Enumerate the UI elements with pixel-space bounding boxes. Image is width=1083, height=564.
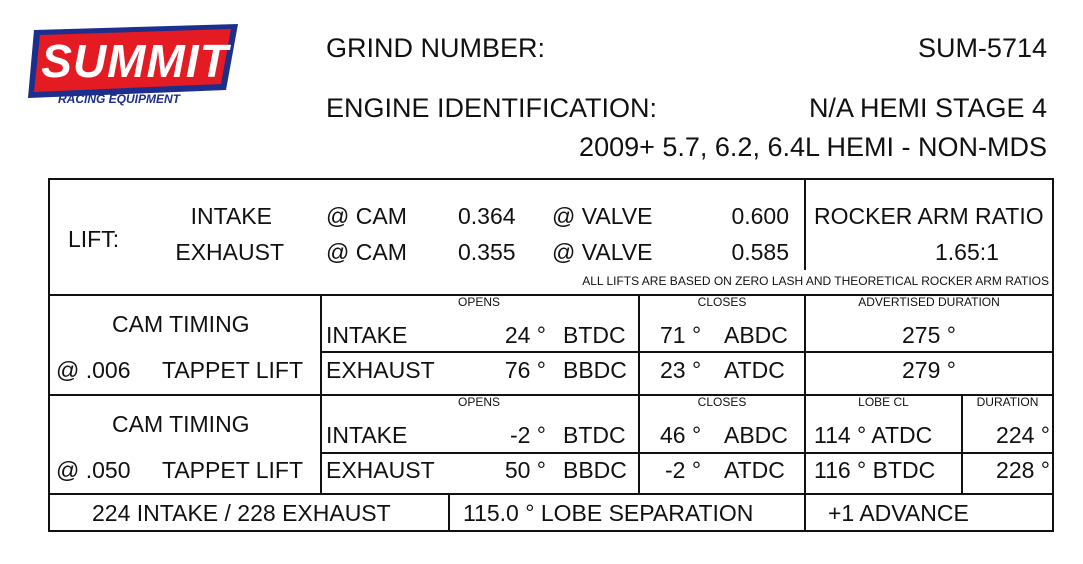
timing-006-intake-label: INTAKE: [326, 322, 408, 348]
intake-cam-label: @ CAM: [326, 203, 407, 229]
intake-cam-value: 0.364: [458, 203, 516, 229]
timing-050-intake-close-ref: ABDC: [724, 422, 788, 448]
timing-050-at: @ .050: [56, 457, 131, 483]
intake-valve-value: 0.600: [731, 203, 789, 229]
timing-006-title: CAM TIMING: [112, 311, 250, 337]
grind-number-label: GRIND NUMBER:: [326, 33, 546, 63]
timing-050-duration-header: DURATION: [976, 395, 1039, 409]
timing-050-exhaust-lobe: 116 ° BTDC: [814, 457, 936, 483]
timing-050-intake-open-ref: BTDC: [563, 422, 626, 448]
logo-tagline: RACING EQUIPMENT: [58, 92, 181, 106]
timing-050-intake-duration: 224 °: [996, 422, 1050, 448]
summit-logo: [26, 20, 244, 112]
timing-050-intake-close: 46 °: [660, 422, 702, 448]
timing-006-intake-close-ref: ABDC: [724, 322, 788, 348]
timing-050-closes-header: CLOSES: [697, 395, 747, 409]
grind-number-value: SUM-5714: [917, 33, 1047, 63]
timing-050-exhaust-close-ref: ATDC: [724, 457, 785, 483]
exhaust-valve-value: 0.585: [731, 239, 789, 265]
timing-050-tappet: TAPPET LIFT: [162, 457, 304, 483]
timing-006-exhaust-close: 23 °: [660, 357, 702, 383]
lift-exhaust-label: EXHAUST: [175, 239, 284, 265]
lift-label: LIFT:: [68, 226, 120, 252]
timing-006-at: @ .006: [56, 357, 131, 383]
exhaust-cam-value: 0.355: [458, 239, 516, 265]
footer-lobe-separation: 115.0 ° LOBE SEPARATION: [463, 500, 754, 526]
footer-advance: +1 ADVANCE: [828, 500, 969, 526]
rocker-ratio-label: ROCKER ARM RATIO: [814, 203, 1044, 229]
timing-006-closes-header: CLOSES: [697, 295, 747, 309]
lift-note: ALL LIFTS ARE BASED ON ZERO LASH AND THEORETICAL ROCKER ARM RATIOS: [582, 274, 1049, 288]
timing-050-exhaust-duration: 228 °: [996, 457, 1050, 483]
lift-intake-label: INTAKE: [190, 203, 272, 229]
exhaust-valve-label: @ VALVE: [552, 239, 653, 265]
intake-valve-label: @ VALVE: [552, 203, 653, 229]
timing-006-exhaust-label: EXHAUST: [326, 357, 435, 383]
timing-050-intake-open: -2 °: [509, 422, 546, 448]
timing-050-exhaust-open: 50 °: [504, 457, 546, 483]
timing-006-exhaust-open-ref: BBDC: [563, 357, 627, 383]
engine-id-value: N/A HEMI STAGE 4: [808, 93, 1047, 123]
engine-id-label: ENGINE IDENTIFICATION:: [326, 93, 658, 123]
timing-006-tappet: TAPPET LIFT: [162, 357, 304, 383]
timing-050-exhaust-label: EXHAUST: [326, 457, 435, 483]
engine-id-sub: 2009+ 5.7, 6.2, 6.4L HEMI - NON-MDS: [579, 132, 1047, 162]
timing-050-exhaust-open-ref: BBDC: [563, 457, 627, 483]
timing-006-adv-header: ADVERTISED DURATION: [858, 295, 1000, 309]
timing-006-intake-open: 24 °: [504, 322, 546, 348]
timing-050-exhaust-close: -2 °: [665, 457, 702, 483]
logo-brand: SUMMIT: [41, 35, 229, 87]
timing-006-exhaust-close-ref: ATDC: [724, 357, 785, 383]
timing-006-exhaust-adv: 279 °: [902, 357, 956, 383]
timing-006-intake-close: 71 °: [660, 322, 702, 348]
rocker-ratio-value: 1.65:1: [935, 239, 999, 265]
timing-050-intake-label: INTAKE: [326, 422, 408, 448]
timing-006-intake-open-ref: BTDC: [563, 322, 626, 348]
timing-050-lobe-header: LOBE CL: [858, 395, 909, 409]
footer-duration: 224 INTAKE / 228 EXHAUST: [92, 500, 391, 526]
timing-050-opens-header: OPENS: [458, 395, 501, 409]
timing-006-opens-header: OPENS: [458, 295, 501, 309]
timing-050-intake-lobe: 114 ° ATDC: [814, 422, 933, 448]
timing-050-title: CAM TIMING: [112, 411, 250, 437]
exhaust-cam-label: @ CAM: [326, 239, 407, 265]
timing-006-exhaust-open: 76 °: [504, 357, 546, 383]
timing-006-intake-adv: 275 °: [902, 322, 956, 348]
